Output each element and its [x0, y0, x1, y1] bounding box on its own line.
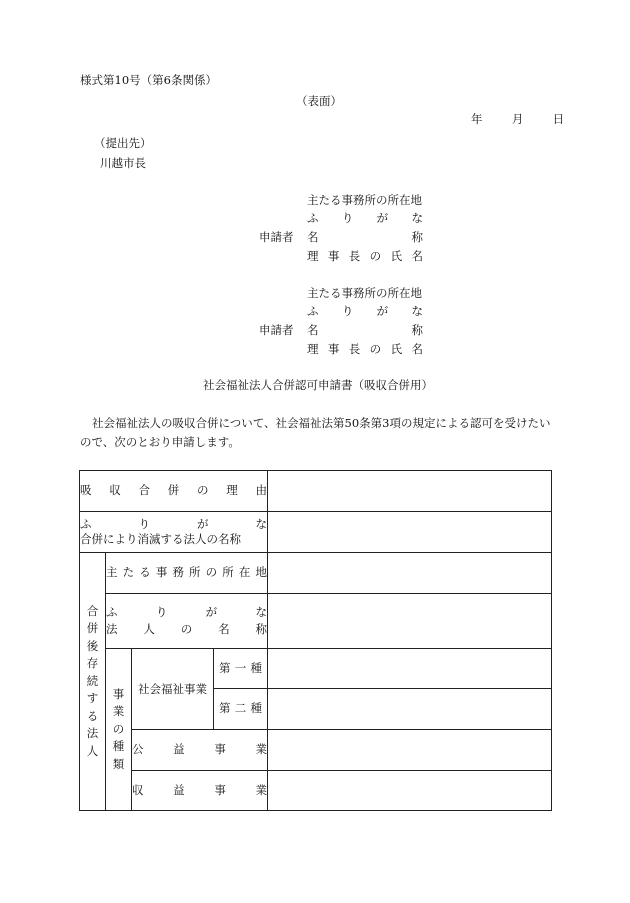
dissolved-corp-field[interactable] — [268, 512, 552, 553]
applicant-name-label: 名 称 — [307, 230, 423, 244]
dissolved-corp-label: ふ り が な 合併により消滅する法人の名称 — [80, 512, 268, 553]
date-year: 年 — [471, 112, 483, 126]
applicant-label: 申請者 — [259, 230, 294, 244]
applicant-chairman-label: 理 事 長 の 氏 名 — [307, 249, 423, 263]
applicant2-furigana-label: ふ り が な — [307, 304, 423, 318]
surviving-name-field[interactable] — [268, 594, 552, 649]
applicant2-chairman-label: 理 事 長 の 氏 名 — [307, 342, 423, 356]
class2-field[interactable] — [268, 689, 552, 730]
surviving-address-label: 主 た る 事 務 所 の 所 在 地 — [106, 553, 268, 594]
surviving-corp-label: 合 併 後 存 続 す る 法 人 — [80, 553, 106, 811]
class1-label: 第 一 種 — [214, 649, 268, 689]
profit-business-field[interactable] — [268, 771, 552, 811]
date-month: 月 — [511, 112, 524, 126]
reason-field[interactable] — [268, 471, 552, 512]
class2-label: 第 二 種 — [214, 689, 268, 730]
applicant-address-label: 主たる事務所の所在地 — [307, 193, 422, 207]
class1-field[interactable] — [268, 649, 552, 689]
surviving-name-label: ふ り が な 法 人 の 名 称 — [106, 594, 268, 649]
business-type-label: 事 業 の 種 類 — [106, 649, 132, 811]
side-label: （表面） — [296, 94, 342, 108]
reason-label: 吸 収 合 併 の 理 由 — [80, 471, 268, 512]
dissolved-corp-name-label: 合併により消滅する法人の名称 — [80, 532, 241, 546]
applicant2-name-label: 名 称 — [307, 323, 423, 337]
date-line — [471, 114, 564, 126]
submit-to-label: （提出先） — [94, 136, 152, 150]
document-title: 社会福祉法人合併認可申請書（吸収合併用） — [203, 378, 433, 392]
form-number: 様式第10号（第6条関係） — [80, 73, 217, 87]
profit-business-label: 収 益 事 業 — [132, 771, 268, 811]
merger-form-table — [79, 470, 552, 811]
public-interest-field[interactable] — [268, 730, 552, 771]
body-text-line1: 社会福祉法人の吸収合併について、社会福祉法第50条第3項の規定による認可を受けたい — [92, 416, 551, 430]
applicant-furigana-label: ふ り が な — [307, 211, 423, 225]
public-interest-label: 公 益 事 業 — [132, 730, 268, 771]
surviving-address-field[interactable] — [268, 553, 552, 594]
social-welfare-label: 社会福祉事業 — [132, 649, 214, 730]
submit-to: 川越市長 — [100, 156, 146, 170]
date-day: 日 — [552, 112, 565, 126]
body-text-line2: ので、次のとおり申請します。 — [80, 435, 240, 449]
applicant2-address-label: 主たる事務所の所在地 — [307, 286, 422, 300]
applicant2-label: 申請者 — [259, 323, 294, 337]
